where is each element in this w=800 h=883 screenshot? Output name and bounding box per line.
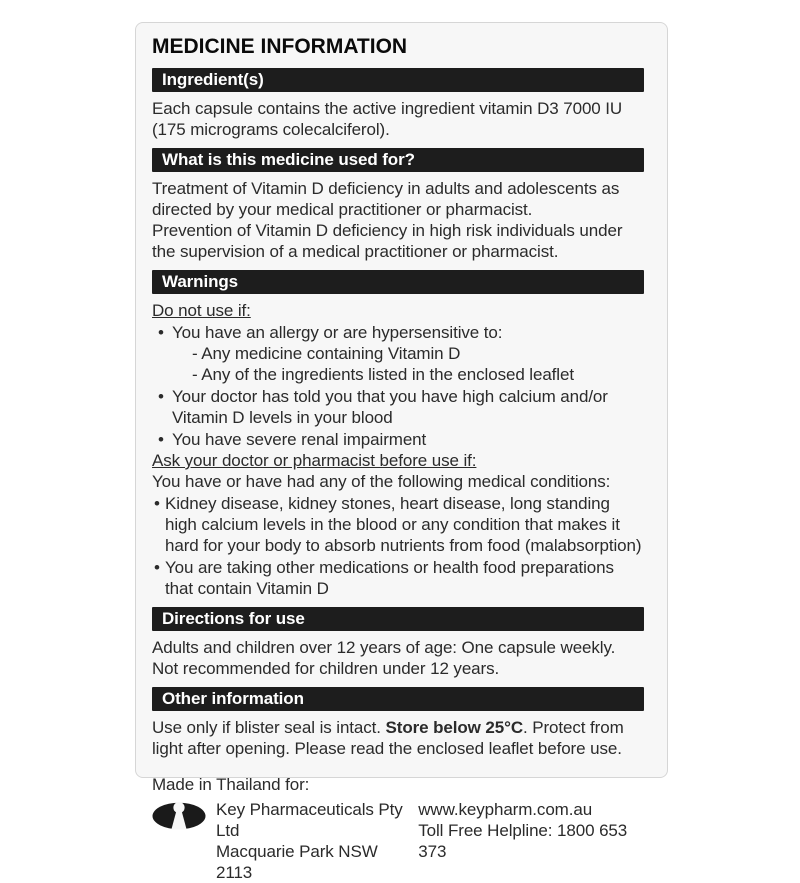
website-url: www.keypharm.com.au	[418, 800, 593, 819]
text-line: that contain Vitamin D	[165, 579, 329, 598]
text-line: • You are taking other medications or health food preparations	[165, 558, 614, 577]
medicine-information-panel	[135, 22, 668, 882]
text-line: Prevention of Vitamin D deficiency in high risk individuals under	[152, 221, 623, 240]
usage-text	[152, 178, 644, 262]
do-not-use-subheading: Do not use if:	[152, 301, 251, 320]
text-line: Each capsule contains the active ingredient vitamin D3 7000 IU	[152, 99, 623, 118]
ask-doctor-intro: You have or have had any of the following medical conditions:	[152, 472, 611, 491]
text-line: • You have severe renal impairment	[172, 430, 427, 449]
directions-section-header: Directions for use	[152, 607, 644, 631]
text-line: directed by your medical practitioner or pharmacist.	[152, 200, 533, 219]
ingredients-text	[152, 98, 644, 140]
store-below-bold-text: Store below 25°C	[385, 718, 524, 737]
sub-bullet-item: - Any medicine containing Vitamin D	[192, 344, 461, 363]
text-segment: Use only if blister seal is intact.	[152, 718, 386, 737]
directions-text	[152, 637, 644, 679]
text-line: Adults and children over 12 years of age: One capsule weekly.	[152, 638, 616, 657]
company-details	[216, 799, 403, 883]
text-line: light after opening. Please read the enclosed leaflet before use.	[152, 739, 622, 758]
helpline-number: Toll Free Helpline: 1800 653 373	[418, 821, 628, 861]
contact-details	[418, 799, 629, 862]
made-in-line: Made in Thailand for:	[152, 775, 310, 794]
text-line: Not recommended for children under 12 years.	[152, 659, 500, 678]
keyhole-logo-icon	[152, 799, 206, 835]
bullet-item-other-medications	[152, 557, 644, 599]
text-line: high calcium levels in the blood or any condition that makes it	[165, 515, 620, 534]
text-segment: . Protect from	[523, 718, 624, 737]
ingredients-section-header: Ingredient(s)	[152, 68, 644, 92]
page-title: MEDICINE INFORMATION	[152, 35, 408, 58]
text-line: • Your doctor has told you that you have high calcium and/or	[172, 387, 608, 406]
usage-section-header: What is this medicine used for?	[152, 148, 644, 172]
text-line: • Kidney disease, kidney stones, heart disease, long standing	[165, 494, 610, 513]
ask-doctor-subheading: Ask your doctor or pharmacist before use if:	[152, 451, 477, 470]
text-line: hard for your body to absorb nutrients from food (malabsorption)	[165, 536, 642, 555]
bullet-item-high-calcium	[152, 386, 644, 428]
text-line: (175 micrograms colecalciferol).	[152, 120, 390, 139]
company-name: Key Pharmaceuticals Pty Ltd	[216, 800, 403, 840]
company-address: Macquarie Park NSW 2113	[216, 842, 378, 882]
bullet-item-allergy	[152, 322, 644, 385]
text-line: Treatment of Vitamin D deficiency in adults and adolescents as	[152, 179, 620, 198]
text-line: • You have an allergy or are hypersensitive to:	[172, 323, 503, 342]
manufacturer-block	[152, 799, 644, 883]
text-line: Vitamin D levels in your blood	[172, 408, 393, 427]
bullet-item-kidney-disease	[152, 493, 644, 556]
text-line	[152, 717, 644, 738]
sub-bullet-item: - Any of the ingredients listed in the enclosed leaflet	[192, 365, 574, 384]
warnings-section-header: Warnings	[152, 270, 644, 294]
bullet-item-renal-impairment	[152, 429, 644, 450]
text-line: the supervision of a medical practitioner or pharmacist.	[152, 242, 559, 261]
other-info-section-header: Other information	[152, 687, 644, 711]
other-info-text	[152, 717, 644, 759]
